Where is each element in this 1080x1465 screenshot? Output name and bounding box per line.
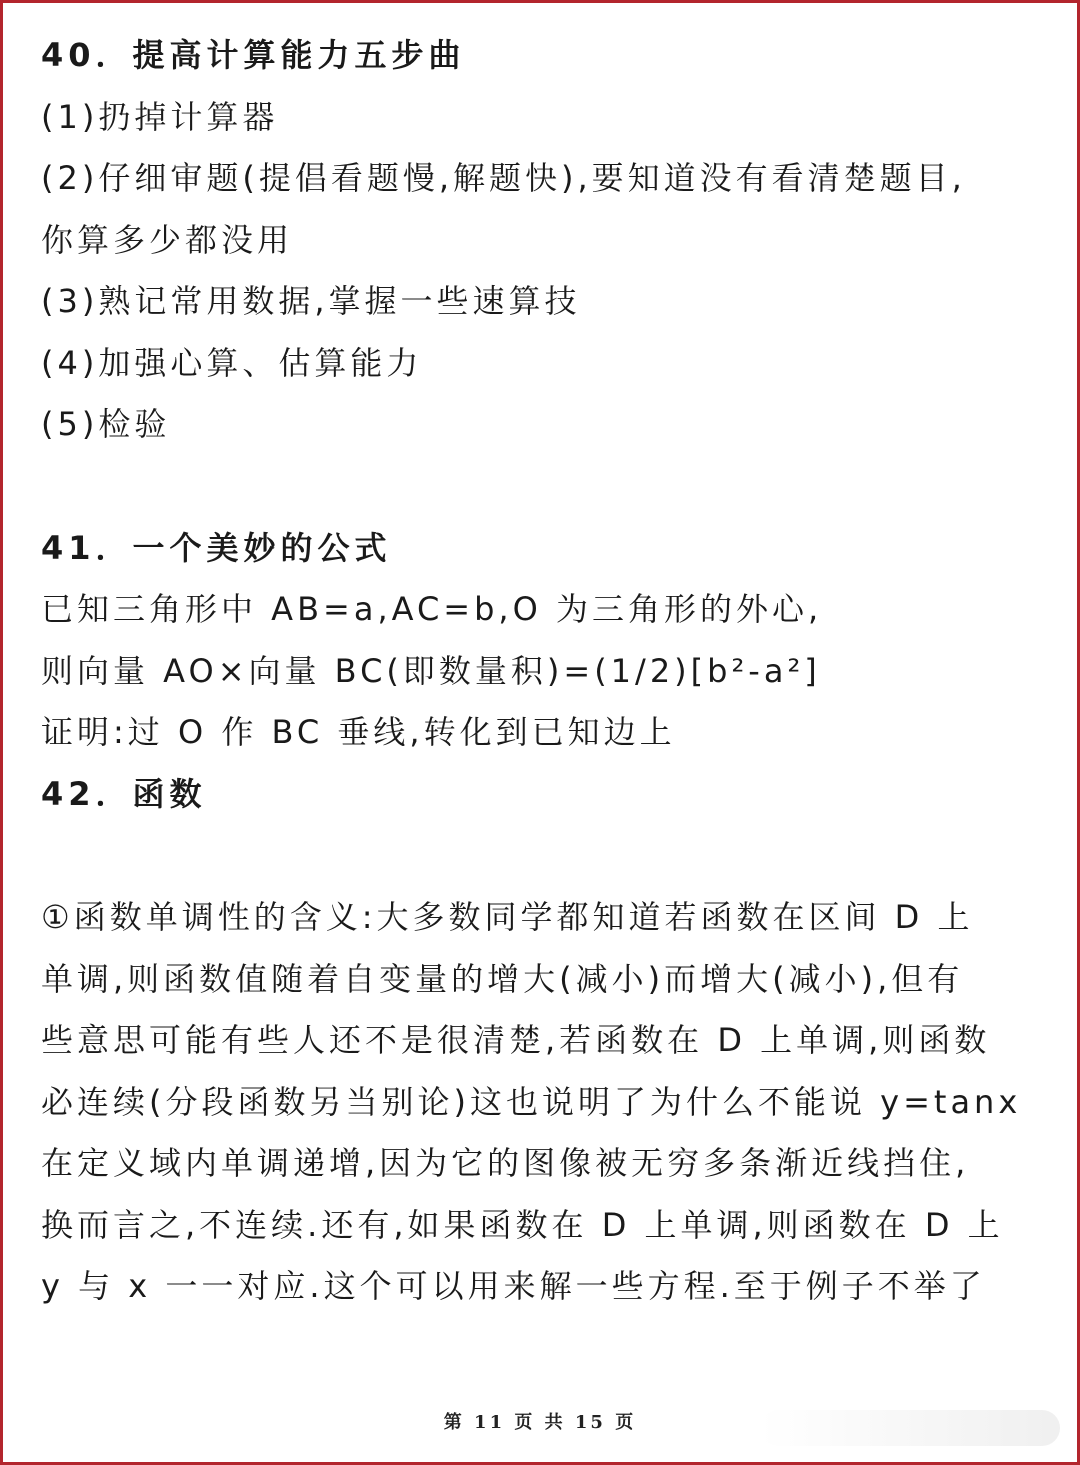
watermark-overlay	[760, 1410, 1060, 1446]
section-41-line-3: 证明:过 O 作 BC 垂线,转化到已知边上	[41, 713, 676, 751]
section-spacer	[41, 825, 1053, 887]
document-content	[41, 25, 1053, 1318]
section-42-line-7: y 与 x 一一对应.这个可以用来解一些方程.至于例子不举了	[41, 1267, 986, 1305]
section-42-title: 42．函数	[41, 774, 207, 813]
section-42-line-2: 单调,则函数值随着自变量的增大(减小)而增大(减小),但有	[41, 959, 964, 998]
section-42-line-3: 些意思可能有些人还不是很清楚,若函数在 D 上单调,则函数	[41, 1021, 991, 1059]
section-40-line-5: (4)加强心算、估算能力	[41, 343, 423, 382]
page-number: 第 11 页 共 15 页	[443, 1412, 637, 1433]
section-40-line-1: (1)扔掉计算器	[41, 97, 279, 136]
section-42-line-5: 在定义域内单调递增,因为它的图像被无穷多条渐近线挡住,	[41, 1144, 970, 1182]
section-40-line-2: (2)仔细审题(提倡看题慢,解题快),要知道没有看清楚题目,	[41, 159, 966, 197]
section-42-line-4: 必连续(分段函数另当别论)这也说明了为什么不能说 y=tanx	[41, 1082, 1022, 1121]
section-41-line-2: 则向量 AO×向量 BC(即数量积)=(1/2)[b²-a²]	[41, 651, 821, 690]
section-spacer	[41, 456, 1053, 518]
section-41-line-1: 已知三角形中 AB=a,AC=b,O 为三角形的外心,	[41, 590, 823, 628]
section-42-line-6: 换而言之,不连续.还有,如果函数在 D 上单调,则函数在 D 上	[41, 1205, 1004, 1244]
section-40-line-4: (3)熟记常用数据,掌握一些速算技	[41, 282, 581, 320]
section-40-title: 40．提高计算能力五步曲	[41, 36, 466, 74]
section-41-title: 41．一个美妙的公式	[41, 528, 392, 567]
section-40-line-3: 你算多少都没用	[41, 220, 294, 259]
section-40-line-6: (5)检验	[41, 405, 171, 443]
section-42-line-1: ①函数单调性的含义:大多数同学都知道若函数在区间 D 上	[41, 898, 974, 936]
